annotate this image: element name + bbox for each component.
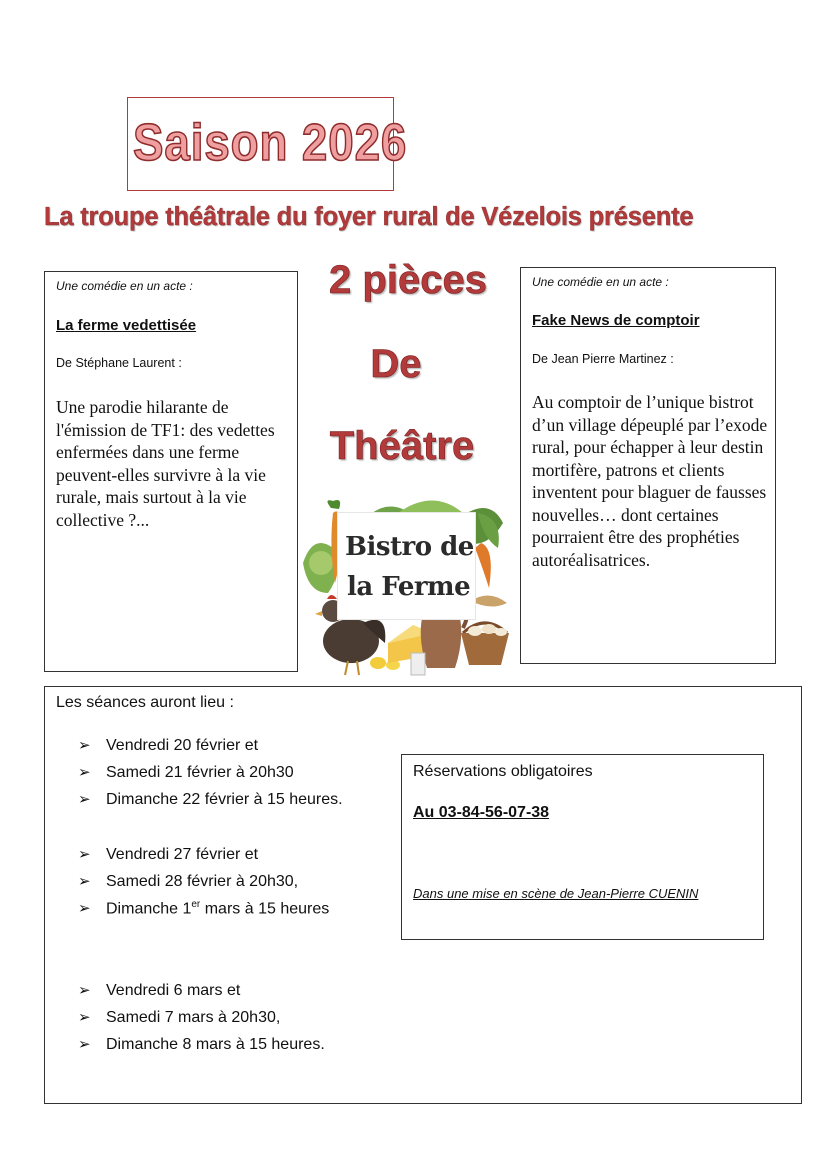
play1-card [44, 271, 298, 672]
play1-genre: Une comédie en un acte : [56, 279, 193, 293]
play2-author: De Jean Pierre Martinez : [532, 352, 674, 366]
reservation-panel [401, 754, 764, 940]
arrow-bullet-icon: ➢ [78, 982, 91, 999]
center-heading-line2: De [370, 342, 422, 386]
session-item: ➢ Dimanche 1er mars à 15 heures [78, 899, 330, 918]
center-heading-line3: Théâtre [329, 424, 475, 468]
arrow-bullet-icon: ➢ [78, 737, 91, 754]
reservation-phone: Au 03-84-56-07-38 [413, 804, 550, 821]
play2-title: Fake News de comptoir [532, 312, 700, 329]
session-item: ➢ Dimanche 8 mars à 15 heures. [78, 1036, 325, 1053]
play1-title: La ferme vedettisée [56, 317, 197, 334]
play1-author: De Stéphane Laurent : [56, 356, 182, 370]
session-item: ➢ Vendredi 6 mars et [78, 982, 241, 999]
season-title: Saison 2026 [133, 114, 408, 172]
bistro-logo-text-line2: la Ferme [347, 572, 471, 602]
play2-card [520, 267, 776, 664]
play2-genre: Une comédie en un acte : [532, 275, 669, 289]
play1-description: Une parodie hilarante de l'émission de TF1: des vedettes enfermées dans une ferme peuvent-elles survivre à la vie rurale, mais surtout à la vie collective ?... [56, 397, 275, 530]
bistro-logo-text-line1: Bistro de [345, 532, 474, 562]
session-item: ➢ Vendredi 27 février et [78, 846, 259, 863]
session-item: ➢ Samedi 28 février à 20h30, [78, 873, 299, 890]
troupe-heading: La troupe théâtrale du foyer rural de Vézelois présente [44, 203, 694, 231]
center-heading-line1: 2 pièces [329, 258, 487, 302]
arrow-bullet-icon: ➢ [78, 1009, 91, 1026]
session-item: ➢ Samedi 7 mars à 20h30, [78, 1009, 281, 1026]
reservation-title: Réservations obligatoires [413, 763, 593, 780]
sessions-title: Les séances auront lieu : [56, 694, 234, 711]
play2-description: Au comptoir de l’unique bistrot d’un village dépeuplé par l’exode rural, pour échapper à leur destin mortifère, patrons et clients inventent pour blaguer de fausses nouvelles… dont certaines pourraient être des prophéties autoréalisatrices. [532, 392, 768, 570]
arrow-bullet-icon: ➢ [78, 1036, 91, 1053]
arrow-bullet-icon: ➢ [78, 846, 91, 863]
arrow-bullet-icon: ➢ [78, 791, 91, 808]
bistro-logo-card [337, 512, 476, 620]
arrow-bullet-icon: ➢ [78, 900, 91, 918]
arrow-bullet-icon: ➢ [78, 873, 91, 890]
director-credit: Dans une mise en scène de Jean-Pierre CUENIN [413, 886, 699, 901]
session-item: ➢ Vendredi 20 février et [78, 737, 259, 754]
session-item: ➢ Dimanche 22 février à 15 heures. [78, 791, 343, 808]
session-item: ➢ Samedi 21 février à 20h30 [78, 764, 294, 781]
arrow-bullet-icon: ➢ [78, 764, 91, 781]
